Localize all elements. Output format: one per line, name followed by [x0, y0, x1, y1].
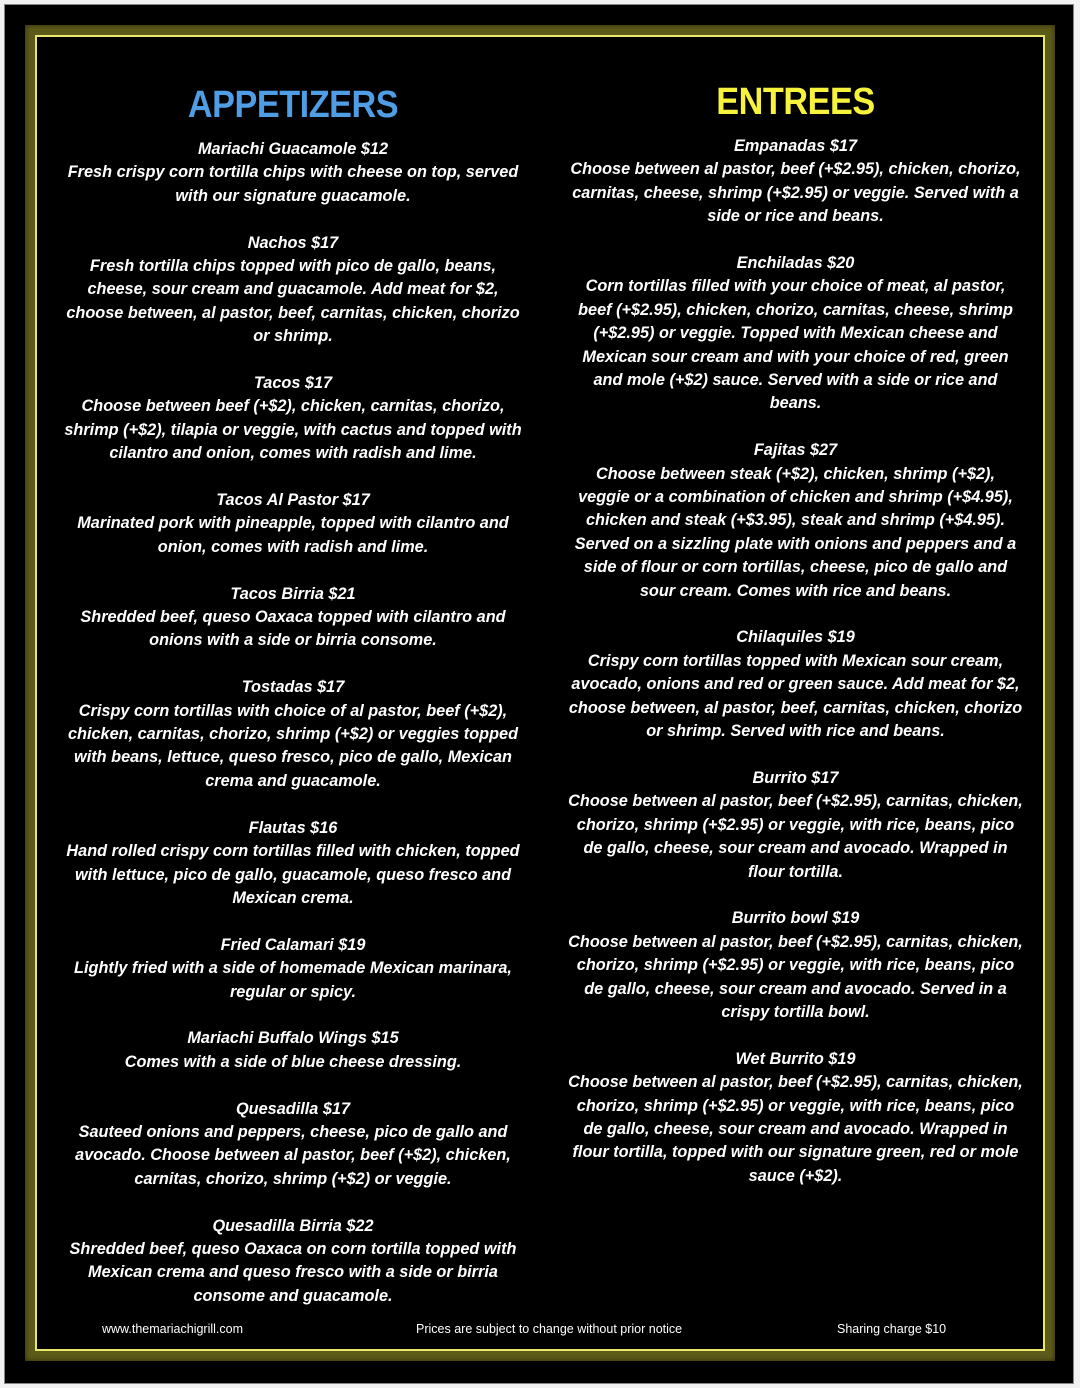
menu-item-title: Nachos $17	[247, 233, 339, 252]
footer-price-notice: Prices are subject to change without prior notice	[416, 1322, 683, 1336]
menu-item-title: Chilaquiles $19	[736, 628, 855, 647]
menu-item-title: Fried Calamari $19	[220, 935, 366, 954]
menu-item-description: Fresh tortilla chips topped with pico de gallo, beans, cheese, sour cream and guacamole. Add meat for $2, choose between, al pastor, beef, carnitas, chicken, chorizo or shrimp.	[66, 257, 520, 346]
menu-item-description: Comes with a side of blue cheese dressing.	[124, 1052, 462, 1071]
menu-item-title: Mariachi Guacamole $12	[197, 140, 389, 158]
menu-item-description: Lightly fried with a side of homemade Mexican marinara, regular or spicy.	[74, 959, 512, 1001]
menu-item-title: Burrito $17	[752, 768, 839, 787]
menu-item	[568, 907, 1023, 1024]
footer-website: www.themariachigrill.com	[102, 1322, 244, 1336]
menu-item-description: Fresh crispy corn tortilla chips with cheese on top, served with our signature guacamole.	[67, 163, 519, 205]
menu-item	[63, 583, 523, 653]
menu-item-description: Choose between al pastor, beef (+$2.95), carnitas, chicken, chorizo, shrimp (+$2.95) or veggie, with rice, beans, pico de gallo, cheese, sour cream and avocado. Wrapped in flour tortilla, topped with our signature green, red or mole sauce (+$2).	[568, 1073, 1023, 1185]
menu-item	[568, 252, 1023, 416]
menu-item	[568, 1048, 1023, 1188]
menu-item	[63, 817, 523, 911]
menu-item-description: Corn tortillas filled with your choice of meat, al pastor, beef (+$2.95), chicken, chorizo, carnitas, cheese, shrimp (+$2.95) or veggie. Topped with Mexican cheese and Mexican sour cream and with your choice of red, green and mole (+$2) sauce. Served with a side or rice and beans.	[578, 277, 1013, 413]
footer-sharing-charge: Sharing charge $10	[837, 1322, 947, 1336]
menu-page	[4, 4, 1074, 1384]
menu-item-description: Shredded beef, queso Oaxaca topped with cilantro and onions with a side or birria consome.	[80, 608, 506, 650]
menu-item	[63, 138, 523, 208]
menu-item	[63, 1027, 523, 1074]
menu-item-description: Crispy corn tortillas topped with Mexican sour cream, avocado, onions and red or green sauce. Add meat for $2, choose between, al pastor, beef, carnitas, chicken, chorizo or shrimp. Served with rice and beans.	[568, 651, 1023, 741]
entrees-heading: ENTREES	[716, 81, 875, 123]
menu-item	[63, 232, 523, 349]
menu-item	[568, 135, 1023, 229]
menu-item	[63, 934, 523, 1004]
appetizers-heading: APPETIZERS	[187, 84, 399, 126]
menu-item-title: Flautas $16	[248, 818, 338, 837]
menu-item-description: Marinated pork with pineapple, topped with cilantro and onion, comes with radish and lime.	[77, 514, 509, 556]
menu-item-description: Sauteed onions and peppers, cheese, pico de gallo and avocado. Choose between al pastor, beef (+$2), chicken, carnitas, chorizo, shrimp (+$2) or veggie.	[75, 1122, 511, 1188]
entrees-list	[568, 135, 1023, 1212]
menu-item-title: Burrito bowl $19	[731, 909, 860, 928]
menu-item	[63, 1215, 523, 1309]
menu-item-title: Mariachi Buffalo Wings $15	[187, 1029, 399, 1048]
menu-item	[568, 626, 1023, 743]
menu-item-description: Hand rolled crispy corn tortillas filled with chicken, topped with lettuce, pico de gallo, guacamole, queso fresco and Mexican crema.	[66, 842, 520, 907]
menu-item-title: Tacos Birria $21	[230, 584, 356, 603]
menu-item-description: Choose between al pastor, beef (+$2.95), carnitas, chicken, chorizo, shrimp (+$2.95) or veggie, with rice, beans, pico de gallo, cheese, sour cream and avocado. Wrapped in flour tortilla.	[568, 792, 1023, 881]
menu-item-title: Quesadilla Birria $22	[212, 1216, 374, 1235]
appetizers-list	[63, 138, 523, 1332]
menu-item-title: Tacos Al Pastor $17	[216, 491, 370, 510]
menu-item-description: Choose between al pastor, beef (+$2.95), carnitas, chicken, chorizo, shrimp (+$2.95) or veggie, with rice, beans, pico de gallo, cheese, sour cream and avocado. Served in a crispy tortilla bowl.	[568, 932, 1023, 1021]
menu-item	[63, 1098, 523, 1192]
menu-item-title: Enchiladas $20	[736, 254, 855, 273]
menu-item	[63, 372, 523, 466]
menu-item	[568, 439, 1023, 603]
menu-item-title: Tacos $17	[253, 374, 333, 393]
menu-item-title: Empanadas $17	[733, 137, 858, 155]
menu-item-title: Tostadas $17	[241, 678, 345, 697]
menu-item-title: Fajitas $27	[753, 441, 838, 460]
menu-item	[63, 489, 523, 559]
menu-item	[568, 767, 1023, 884]
menu-item-description: Crispy corn tortillas with choice of al pastor, beef (+$2), chicken, carnitas, chorizo, shrimp (+$2) or veggies topped with beans, lettuce, queso fresco, pico de gallo, Mexican crema and guacamole.	[67, 701, 519, 790]
menu-item-description: Choose between steak (+$2), chicken, shrimp (+$2), veggie or a combination of chicken and shrimp (+$4.95), chicken and steak (+$3.95), steak and shrimp (+$4.95). Served on a sizzling plate with onions and peppers and a side of flour or corn tortillas, cheese, pico de gallo and sour cream. Comes with rice and beans.	[574, 464, 1017, 600]
menu-item-description: Choose between al pastor, beef (+$2.95), chicken, chorizo, carnitas, cheese, shrimp (+$2.95) or veggie. Served with a side or rice and beans.	[570, 160, 1021, 226]
menu-item-description: Choose between beef (+$2), chicken, carnitas, chorizo, shrimp (+$2), tilapia or veggie, with cactus and topped with cilantro and onion, comes with radish and lime.	[64, 397, 522, 463]
menu-item	[63, 676, 523, 793]
menu-item-title: Quesadilla $17	[235, 1099, 351, 1118]
menu-item-title: Wet Burrito $19	[735, 1049, 856, 1068]
menu-item-description: Shredded beef, queso Oaxaca on corn tortilla topped with Mexican crema and queso fresco with a side or birria consome and guacamole.	[69, 1239, 517, 1305]
